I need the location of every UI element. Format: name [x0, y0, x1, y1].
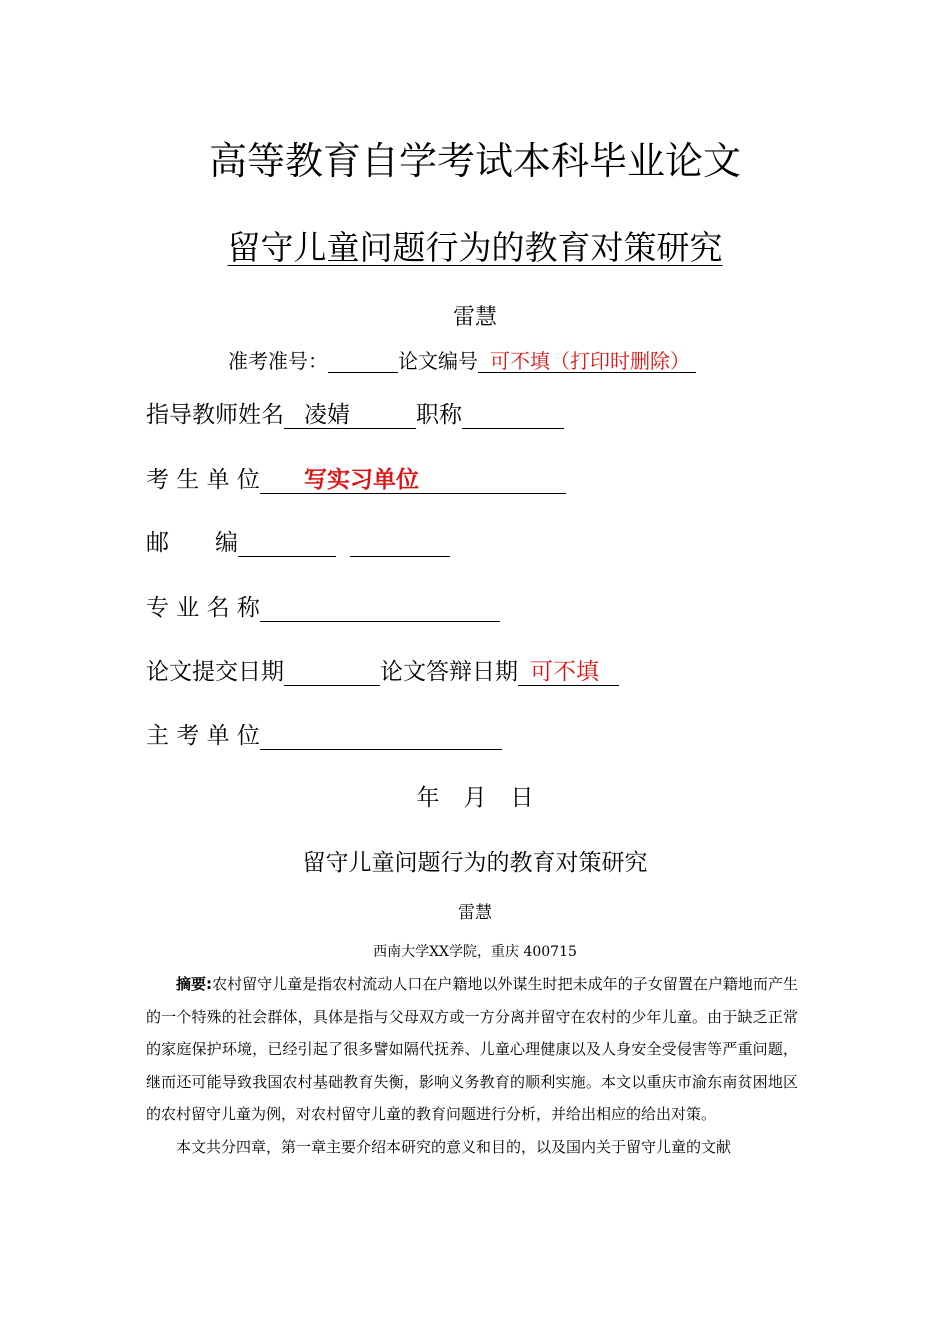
thesis-number-label: 论文编号 — [398, 349, 478, 373]
thesis-number-hint: 可不填（打印时删除） — [490, 349, 690, 373]
major-label: 专 业 名 称 — [146, 595, 260, 621]
tutor-field[interactable] — [284, 403, 416, 429]
tutor-row — [146, 396, 564, 429]
abstract-affiliation: 西南大学XX学院，重庆 400715 — [373, 944, 577, 960]
exam-number-row — [228, 345, 696, 374]
postcode-field-1[interactable] — [238, 531, 336, 557]
date-day: 日 — [510, 785, 534, 811]
main-title: 高等教育自学考试本科毕业论文 — [208, 139, 741, 183]
defense-date-field[interactable] — [518, 660, 619, 686]
major-row — [146, 589, 500, 622]
body-paragraph: 本文共分四章，第一章主要介绍本研究的意义和目的，以及国内关于留守儿童的文献 — [176, 1137, 732, 1156]
host-unit-row — [146, 717, 502, 750]
candidate-unit-hint: 写实习单位 — [303, 467, 419, 493]
postcode-field-2[interactable] — [350, 531, 450, 557]
date-year: 年 — [416, 785, 440, 811]
date-row — [146, 653, 619, 686]
date-month: 月 — [463, 785, 487, 811]
postcode-row — [146, 524, 450, 557]
candidate-unit-row — [146, 461, 566, 494]
defense-date-hint: 可不填 — [530, 659, 599, 685]
thesis-number-field[interactable] — [478, 350, 696, 373]
major-field[interactable] — [260, 596, 500, 622]
host-unit-field[interactable] — [260, 724, 502, 750]
postcode-label: 邮 编 — [146, 530, 238, 556]
abstract-label: 摘要: — [176, 975, 213, 993]
candidate-unit-field[interactable] — [260, 468, 566, 494]
candidate-unit-label: 考 生 单 位 — [146, 467, 260, 493]
submit-date-field[interactable] — [284, 660, 380, 686]
title-label: 职称 — [416, 402, 462, 428]
exam-number-blank[interactable] — [328, 350, 398, 373]
exam-number-label: 准考准号： — [228, 349, 328, 373]
submit-date-label: 论文提交日期 — [146, 659, 284, 685]
tutor-label: 指导教师姓名 — [146, 402, 284, 428]
defense-date-label: 论文答辩日期 — [380, 659, 518, 685]
date-line — [0, 779, 950, 812]
abstract-text: 农村留守儿童是指农村流动人口在户籍地以外谋生时把未成年的子女留置在户籍地而产生的一个特殊的社会群体，具体是指与父母双方或一方分离并留守在农村的少年儿童。由于缺乏正常的家庭保护环境，已经引起了很多譬如隔代抚养、儿童心理健康以及人身安全受侵害等严重问题，继而还可能导致我国农村基础教育失衡，影响义务教育的顺利实施。本文以重庆市渝东南贫困地区的农村留守儿童为例，对农村留守儿童的教育问题进行分析，并给出相应的给出对策。 — [146, 975, 798, 1123]
host-unit-label: 主 考 单 位 — [146, 723, 260, 749]
author-name: 雷慧 — [452, 305, 497, 330]
thesis-title — [0, 222, 950, 269]
abstract-body — [146, 968, 798, 1163]
abstract-author: 雷慧 — [458, 903, 492, 923]
title-field[interactable] — [462, 403, 564, 429]
abstract-paragraph — [146, 968, 798, 1131]
thesis-title-text: 留守儿童问题行为的教育对策研究 — [227, 228, 723, 267]
abstract-title: 留守儿童问题行为的教育对策研究 — [302, 850, 648, 876]
tutor-name: 凌婧 — [304, 402, 350, 428]
